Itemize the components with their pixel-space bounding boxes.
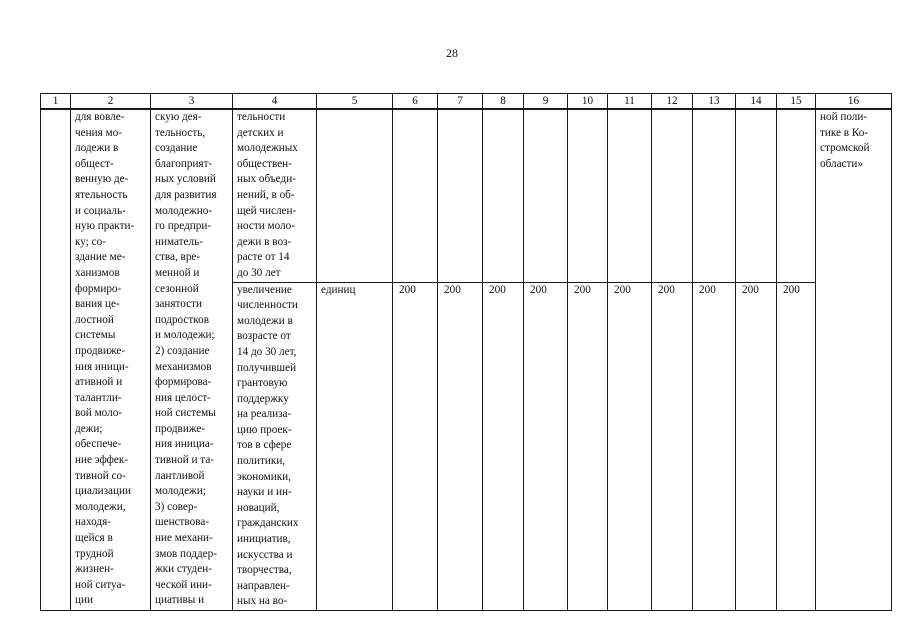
value-cell: 200 (777, 282, 816, 610)
value-cell (438, 109, 483, 282)
unit-cell (317, 109, 393, 282)
value-cell: 200 (652, 282, 693, 610)
header-cell: 6 (393, 94, 438, 110)
indicator-cell: увеличение численности молодежи в возрасте от 14 до 30 лет, получившей грантовую поддержку на реализа- цию проек- тов в сфере политики, экономики, науки и ин- новаций, гражданских инициатив, искусства и творчества, направлен- ных на во- (233, 282, 317, 610)
header-cell: 16 (816, 94, 892, 110)
col1-cell (41, 109, 71, 611)
value-cell (393, 109, 438, 282)
unit-cell: единиц (317, 282, 393, 610)
header-cell: 1 (41, 94, 71, 110)
task-cell: для вовле- чения мо- лодежи в общест- венную де- ятельность и социаль- ную практи- ку; со- здание ме- ханизмов формиро- вания це- лостной системы продвиже- ния иници- ативной и талантли- вой моло- дежи; обеспече- ние эффек- тивной со- циализации молодежи, находя- щейся в трудной жизнен- ной ситуа- ции (71, 109, 151, 611)
header-cell: 2 (71, 94, 151, 110)
header-cell: 12 (652, 94, 693, 110)
indicator-cell: тельности детских и молодежных обществен- ных объеди- нений, в об- щей числен- ности моло- дежи в воз- расте от 14 до 30 лет (233, 109, 317, 282)
header-row (41, 94, 892, 110)
value-cell (608, 109, 652, 282)
value-cell (693, 109, 736, 282)
header-cell: 13 (693, 94, 736, 110)
header-cell: 5 (317, 94, 393, 110)
header-cell: 9 (524, 94, 568, 110)
header-cell: 10 (568, 94, 608, 110)
value-cell: 200 (736, 282, 777, 610)
table-row (41, 109, 892, 282)
header-cell: 8 (483, 94, 524, 110)
program-table (40, 93, 892, 611)
page-number: 28 (446, 46, 458, 60)
measures-cell: скую дея- тельность, создание благоприят- ных условий для развития молодежно- го предпри- ниматель- ства, вре- менной и сезонной занятости подростков и молодежи; 2) создание механизмов формирова- ния целост- ной системы продвиже- ния инициа- тивной и та- лантливой молодежи; 3) совер- шенствова- ние механи- змов поддер- жки студен- ческой ини- циативы и (151, 109, 233, 611)
value-cell: 200 (693, 282, 736, 610)
value-cell: 200 (438, 282, 483, 610)
header-cell: 11 (608, 94, 652, 110)
header-cell: 15 (777, 94, 816, 110)
value-cell: 200 (608, 282, 652, 610)
header-cell: 3 (151, 94, 233, 110)
value-cell (652, 109, 693, 282)
value-cell (483, 109, 524, 282)
value-cell (568, 109, 608, 282)
value-cell (524, 109, 568, 282)
value-cell (736, 109, 777, 282)
value-cell (777, 109, 816, 282)
header-cell: 4 (233, 94, 317, 110)
header-cell: 14 (736, 94, 777, 110)
value-cell: 200 (524, 282, 568, 610)
value-cell: 200 (393, 282, 438, 610)
value-cell: 200 (483, 282, 524, 610)
header-cell: 7 (438, 94, 483, 110)
value-cell: 200 (568, 282, 608, 610)
note-cell: ной поли- тике в Ко- стромской области» (816, 109, 892, 611)
